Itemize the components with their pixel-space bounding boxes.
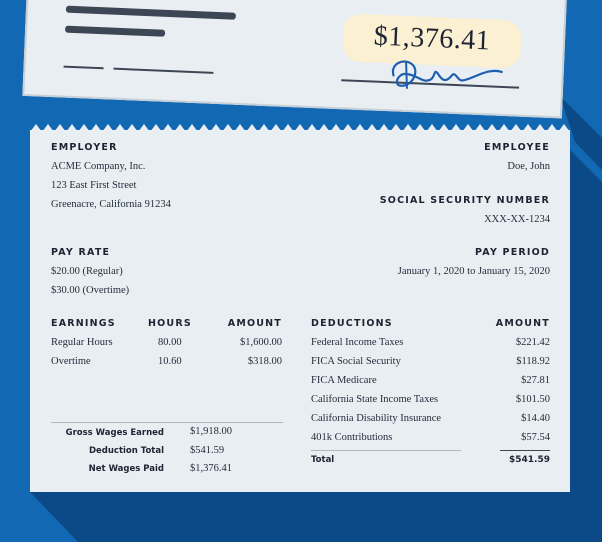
deduction-row-amount: $14.40 <box>521 413 550 424</box>
check-line-1 <box>66 6 236 20</box>
check-line-2 <box>65 26 165 37</box>
deductions-heading: DEDUCTIONS <box>311 318 393 329</box>
employee-heading: EMPLOYEE <box>484 142 550 153</box>
gross-wages-label: Gross Wages Earned <box>65 428 164 438</box>
employer-heading: EMPLOYER <box>51 142 118 153</box>
check-underline-left-short <box>64 66 104 70</box>
deduction-total-label: Deduction Total <box>88 446 164 456</box>
pay-stub <box>30 130 570 492</box>
pay-period-value: January 1, 2020 to January 15, 2020 <box>397 266 550 277</box>
earnings-row-amount: $318.00 <box>247 356 282 367</box>
check-amount: $1,376.41 <box>373 20 491 57</box>
gross-wages-value: $1,918.00 <box>190 426 232 437</box>
signature-icon <box>383 53 515 98</box>
net-wages-label: Net Wages Paid <box>88 464 164 474</box>
ssn-heading: SOCIAL SECURITY NUMBER <box>379 195 550 206</box>
deduction-row-label: California Disability Insurance <box>311 413 442 424</box>
deduction-row-amount: $101.50 <box>515 394 550 405</box>
earnings-row-amount: $1,600.00 <box>240 337 282 348</box>
earnings-row-hours: 10.60 <box>158 356 182 367</box>
pay-rate-regular: $20.00 (Regular) <box>51 266 123 277</box>
deductions-total-label: Total <box>311 455 335 465</box>
deductions-total-rule <box>311 450 461 451</box>
deduction-row-label: California State Income Taxes <box>311 394 439 405</box>
summary-top-rule <box>51 422 283 423</box>
deduction-row-label: FICA Social Security <box>311 356 401 367</box>
check-underline-left-long <box>113 68 213 74</box>
ssn-value: XXX-XX-1234 <box>484 214 550 225</box>
earnings-row-label: Regular Hours <box>51 337 113 348</box>
deduction-row-amount: $221.42 <box>515 337 550 348</box>
employer-name: ACME Company, Inc. <box>51 161 146 172</box>
pay-period-heading: PAY PERIOD <box>475 247 550 258</box>
earnings-heading: EARNINGS <box>51 318 116 329</box>
deductions-total-rule-amount <box>500 450 550 451</box>
deductions-total-value: $541.59 <box>509 455 550 465</box>
pay-rate-heading: PAY RATE <box>51 247 111 258</box>
deduction-row-amount: $27.81 <box>521 375 550 386</box>
pay-rate-overtime: $30.00 (Overtime) <box>51 285 130 296</box>
net-wages-value: $1,376.41 <box>190 463 232 474</box>
employer-address-line-2: Greenacre, California 91234 <box>51 199 171 210</box>
earnings-amount-heading: AMOUNT <box>227 318 282 329</box>
deduction-total-value: $541.59 <box>190 445 225 456</box>
deduction-row-label: 401k Contributions <box>311 432 393 443</box>
deduction-row-amount: $57.54 <box>521 432 550 443</box>
earnings-row-hours: 80.00 <box>158 337 182 348</box>
hours-heading: HOURS <box>148 318 192 329</box>
employer-address-line-1: 123 East First Street <box>51 180 137 191</box>
deductions-amount-heading: AMOUNT <box>495 318 550 329</box>
earnings-row-label: Overtime <box>51 356 91 367</box>
deduction-row-label: FICA Medicare <box>311 375 377 386</box>
employee-name: Doe, John <box>507 161 550 172</box>
deduction-row-amount: $118.92 <box>516 356 550 367</box>
deduction-row-label: Federal Income Taxes <box>311 337 404 348</box>
